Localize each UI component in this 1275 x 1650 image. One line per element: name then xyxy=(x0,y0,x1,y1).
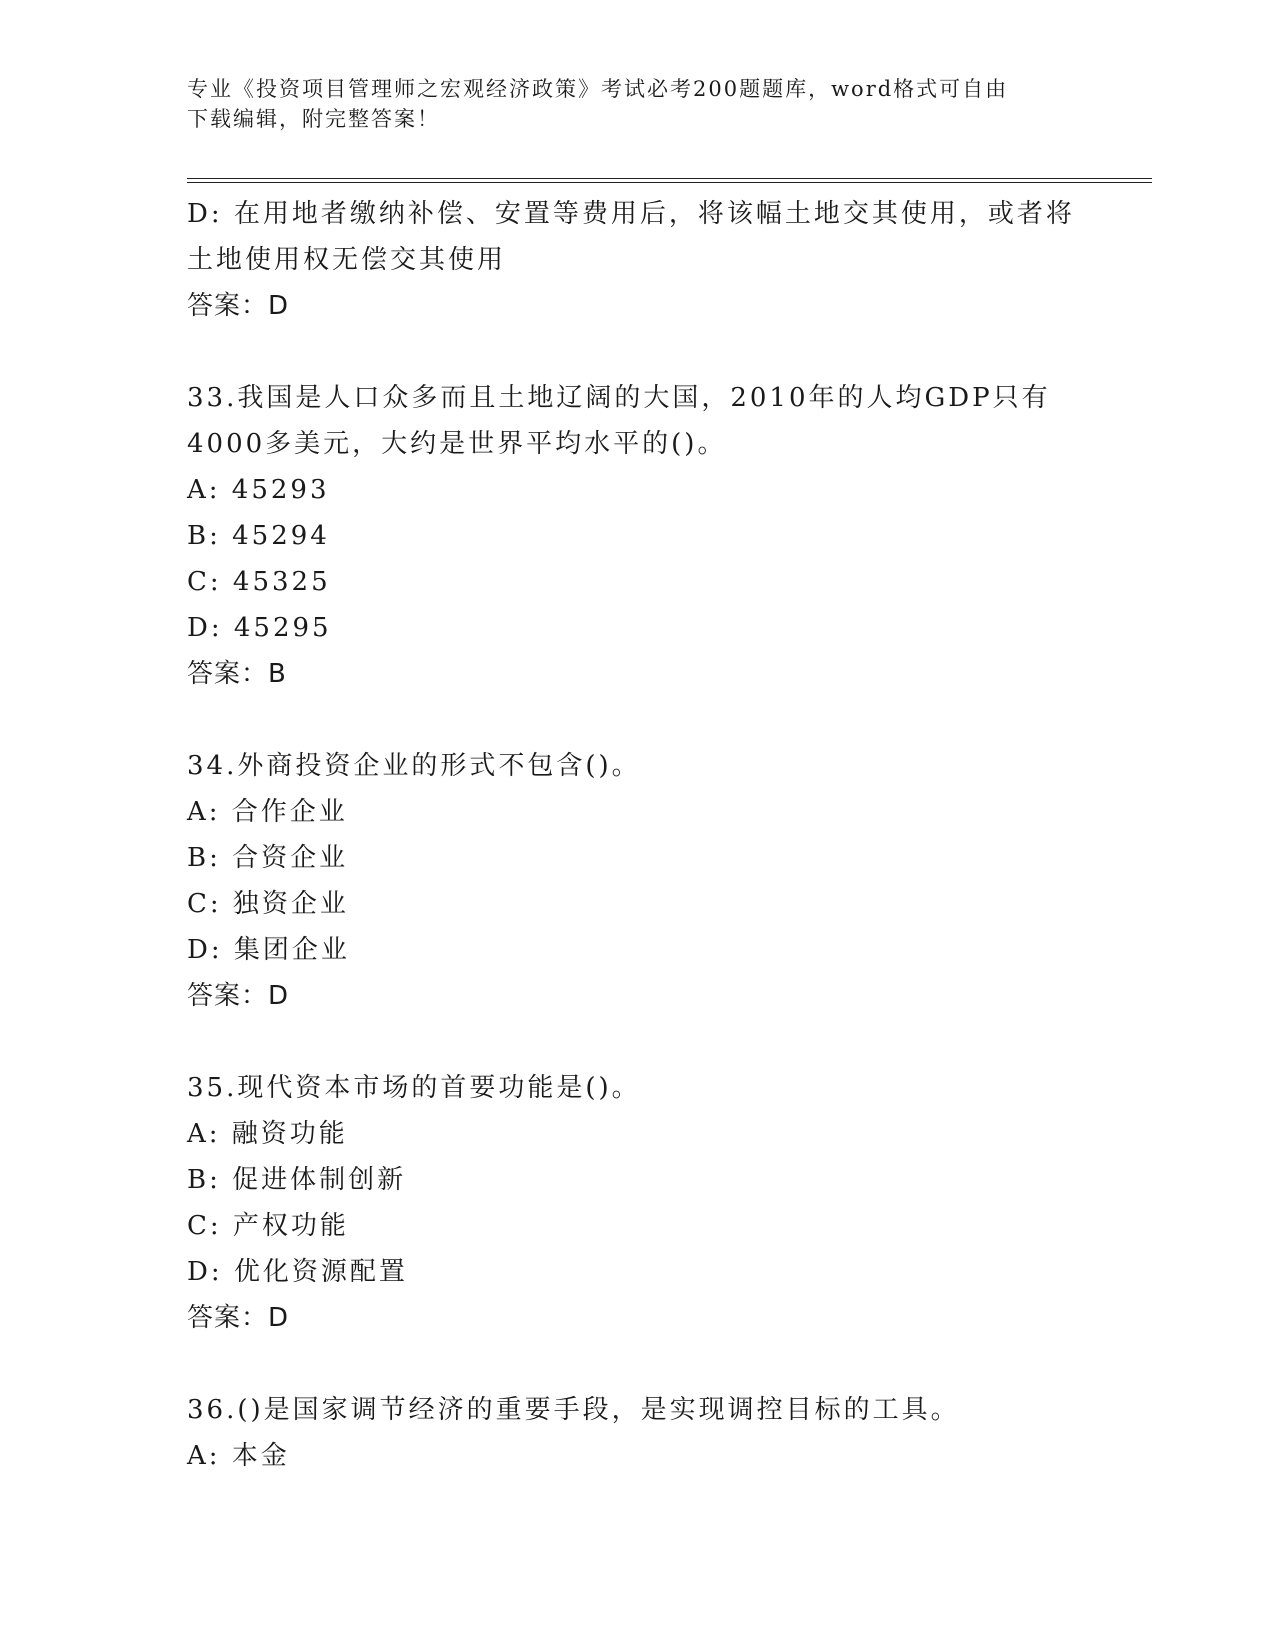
question-33 xyxy=(187,375,1087,697)
document-header xyxy=(187,74,1087,134)
question-stem: 36.()是国家调节经济的重要手段，是实现调控目标的工具。 xyxy=(187,1395,960,1425)
question-34 xyxy=(187,743,1087,1019)
question-36 xyxy=(187,1387,1087,1479)
answer-line: 答案：B xyxy=(187,659,287,689)
option-a: A: 合作企业 xyxy=(187,797,348,827)
option-a: A: 融资功能 xyxy=(187,1119,348,1149)
question-stem: 33.我国是人口众多而且土地辽阔的大国，2010年的人均GDP只有 xyxy=(187,383,1051,413)
spacer xyxy=(187,697,1087,743)
option-d: D: 优化资源配置 xyxy=(187,1257,408,1287)
option-a: A: 45293 xyxy=(187,475,330,505)
question-stem: 35.现代资本市场的首要功能是()。 xyxy=(187,1073,641,1103)
header-line-1: 专业《投资项目管理师之宏观经济政策》考试必考200题题库，word格式可自由 xyxy=(187,77,1009,101)
option-d: D: 集团企业 xyxy=(187,935,350,965)
continued-question xyxy=(187,191,1087,329)
option-c: C: 独资企业 xyxy=(187,889,349,919)
option-c: C: 45325 xyxy=(187,567,331,597)
question-list xyxy=(187,191,1087,1479)
option-a: A: 本金 xyxy=(187,1441,290,1471)
spacer xyxy=(187,1341,1087,1387)
header-line-2: 下载编辑，附完整答案！ xyxy=(187,107,440,131)
answer-line: 答案：D xyxy=(187,291,290,321)
option-c: C: 产权功能 xyxy=(187,1211,349,1241)
header-divider xyxy=(187,178,1152,183)
spacer xyxy=(187,1019,1087,1065)
option-b: B: 促进体制创新 xyxy=(187,1165,407,1195)
question-stem: 34.外商投资企业的形式不包含()。 xyxy=(187,751,641,781)
option-d: D: 45295 xyxy=(187,613,332,643)
question-stem-continued: 4000多美元，大约是世界平均水平的()。 xyxy=(187,429,727,459)
answer-line: 答案：D xyxy=(187,1303,290,1333)
option-d: D: 在用地者缴纳补偿、安置等费用后，将该幅土地交其使用，或者将 xyxy=(187,199,1075,229)
option-d-continued: 土地使用权无偿交其使用 xyxy=(187,245,507,275)
answer-line: 答案：D xyxy=(187,981,290,1011)
question-35 xyxy=(187,1065,1087,1341)
spacer xyxy=(187,329,1087,375)
option-b: B: 合资企业 xyxy=(187,843,349,873)
option-b: B: 45294 xyxy=(187,521,330,551)
